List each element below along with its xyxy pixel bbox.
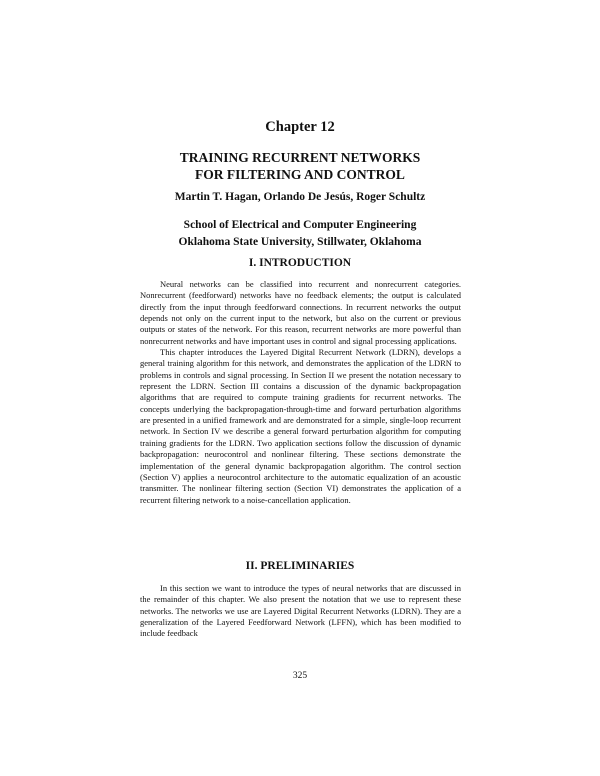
paragraph: This chapter introduces the Layered Digital Recurrent Network (LDRN), develops a general training algorithm for this network, and demonstrates the application of the LDRN to problems in controls and signal processing. In Section II we present the notation necessary to represent the LDRN. Section III contains a discussion of the dynamic backpropagation algorithms that are required to compute training gradients for recurrent networks. The concepts underlying the backpropagation-through-time and forward perturbation algorithms are presented in a unified framework and are demonstrated for a simple, single-loop recurrent network. In Section IV we describe a general forward perturbation algorithm for computing training gradients for the LDRN. Two application sections follow the discussion of dynamic backpropagation: neurocontrol and nonlinear filtering. These sections demonstrate the implementation of the general dynamic backpropagation algorithm. The control section (Section V) applies a neurocontrol architecture to the automatic equalization of an acoustic transmitter. The nonlinear filtering section (Section VI) demonstrates the application of a recurrent filtering network to a noise-cancellation application. (140, 347, 461, 505)
chapter-title (0, 149, 600, 183)
section-heading-introduction: I. INTRODUCTION (248, 257, 352, 269)
page-number: 325 (292, 671, 308, 681)
affiliation (0, 217, 600, 251)
authors: Martin T. Hagan, Orlando De Jesús, Roger Schultz (174, 191, 426, 203)
paragraph: In this section we want to introduce the types of neural networks that are discussed in the remainder of this chapter. We also present the notation that we use to represent these networks. The networks we use are Layered Digital Recurrent Networks (LDRN). They are a generalization of the Layered Feedforward Network (LFFN), which has been modified to include feedback (140, 583, 461, 639)
paragraph: Neural networks can be classified into recurrent and nonrecurrent categories. Nonrecurrent (feedforward) networks have no feedback elements; the output is calculated directly from the input through feedforward connections. In recurrent networks the output depends not only on the current input to the network, but also on the current or previous outputs or states of the network. For this reason, recurrent networks are more powerful than nonrecurrent networks and have important uses in control and signal processing applications. (140, 279, 461, 346)
preliminaries-body (140, 583, 461, 640)
affiliation-line-1: School of Electrical and Computer Engineering (183, 219, 417, 231)
chapter-label: Chapter 12 (265, 119, 335, 135)
chapter-title-line-2: FOR FILTERING AND CONTROL (195, 167, 405, 182)
introduction-body (140, 279, 461, 506)
section-heading-preliminaries: II. PRELIMINARIES (245, 560, 355, 572)
chapter-title-line-1: TRAINING RECURRENT NETWORKS (179, 150, 421, 165)
affiliation-line-2: Oklahoma State University, Stillwater, Oklahoma (178, 236, 422, 248)
